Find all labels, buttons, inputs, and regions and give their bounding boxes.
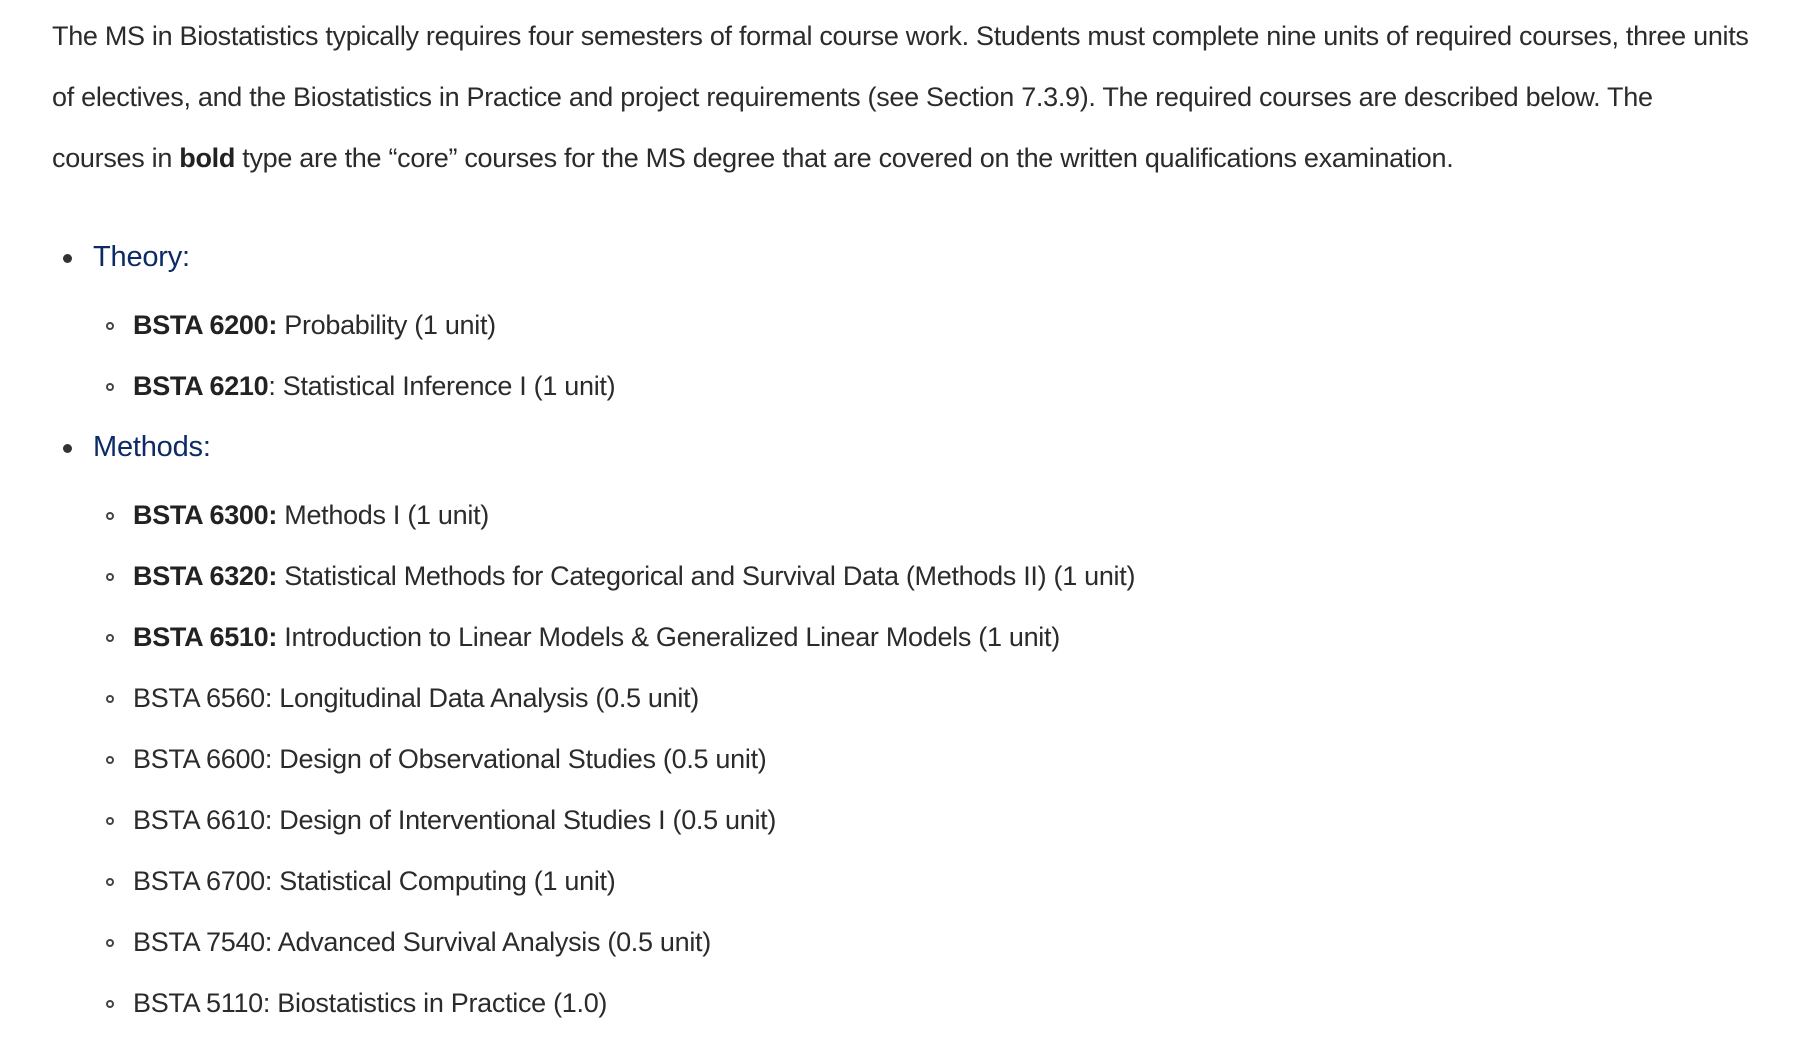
course-code: BSTA 6700: xyxy=(133,866,273,896)
course-item xyxy=(93,295,1752,356)
section-theory xyxy=(52,227,1752,417)
section-methods xyxy=(52,417,1752,1034)
course-code: BSTA 6300: xyxy=(133,500,278,530)
course-title: Probability (1 unit) xyxy=(277,310,496,340)
course-title: : Statistical Inference I (1 unit) xyxy=(268,371,616,401)
course-title: Advanced Survival Analysis (0.5 unit) xyxy=(272,927,711,957)
course-title: Biostatistics in Practice (1.0) xyxy=(270,988,608,1018)
course-title: Design of Observational Studies (0.5 unit) xyxy=(272,744,767,774)
course-item xyxy=(93,729,1752,790)
course-item xyxy=(93,546,1752,607)
course-code: BSTA 6320: xyxy=(133,561,278,591)
course-item xyxy=(93,356,1752,417)
course-code: BSTA 6200: xyxy=(133,310,278,340)
intro-bold-word: bold xyxy=(179,143,236,173)
section-heading-theory: Theory: xyxy=(93,227,1752,287)
course-title: Methods I (1 unit) xyxy=(277,500,489,530)
course-code: BSTA 6210 xyxy=(133,371,269,401)
course-code: BSTA 6610: xyxy=(133,805,273,835)
theory-course-list xyxy=(93,295,1752,417)
course-item xyxy=(93,912,1752,973)
required-course-sections xyxy=(52,227,1752,1034)
section-heading-methods: Methods: xyxy=(93,417,1752,477)
intro-paragraph xyxy=(52,0,1752,189)
course-item xyxy=(93,851,1752,912)
course-item xyxy=(93,973,1752,1034)
intro-text-end: type are the “core” courses for the MS degree that are covered on the written qualifications examination. xyxy=(235,143,1454,173)
course-requirements-content xyxy=(52,0,1752,1034)
intro-text-start: The MS in Biostatistics typically requires four semesters of formal course work. Students must complete nine units of required courses, three units of electives, and the Biostatistics in Practice and project requirements (see Section 7.3.9). The required courses are described below. The courses in xyxy=(52,21,1749,173)
course-code: BSTA 7540: xyxy=(133,927,273,957)
methods-course-list xyxy=(93,485,1752,1034)
course-item xyxy=(93,668,1752,729)
course-code: BSTA 5110: xyxy=(133,988,271,1018)
course-title: Design of Interventional Studies I (0.5 unit) xyxy=(272,805,777,835)
course-title: Introduction to Linear Models & Generalized Linear Models (1 unit) xyxy=(277,622,1060,652)
course-item xyxy=(93,790,1752,851)
course-title: Statistical Methods for Categorical and Survival Data (Methods II) (1 unit) xyxy=(277,561,1136,591)
course-item xyxy=(93,485,1752,546)
course-code: BSTA 6560: xyxy=(133,683,273,713)
course-item xyxy=(93,607,1752,668)
course-title: Longitudinal Data Analysis (0.5 unit) xyxy=(272,683,699,713)
course-title: Statistical Computing (1 unit) xyxy=(272,866,616,896)
course-code: BSTA 6510: xyxy=(133,622,278,652)
course-code: BSTA 6600: xyxy=(133,744,273,774)
